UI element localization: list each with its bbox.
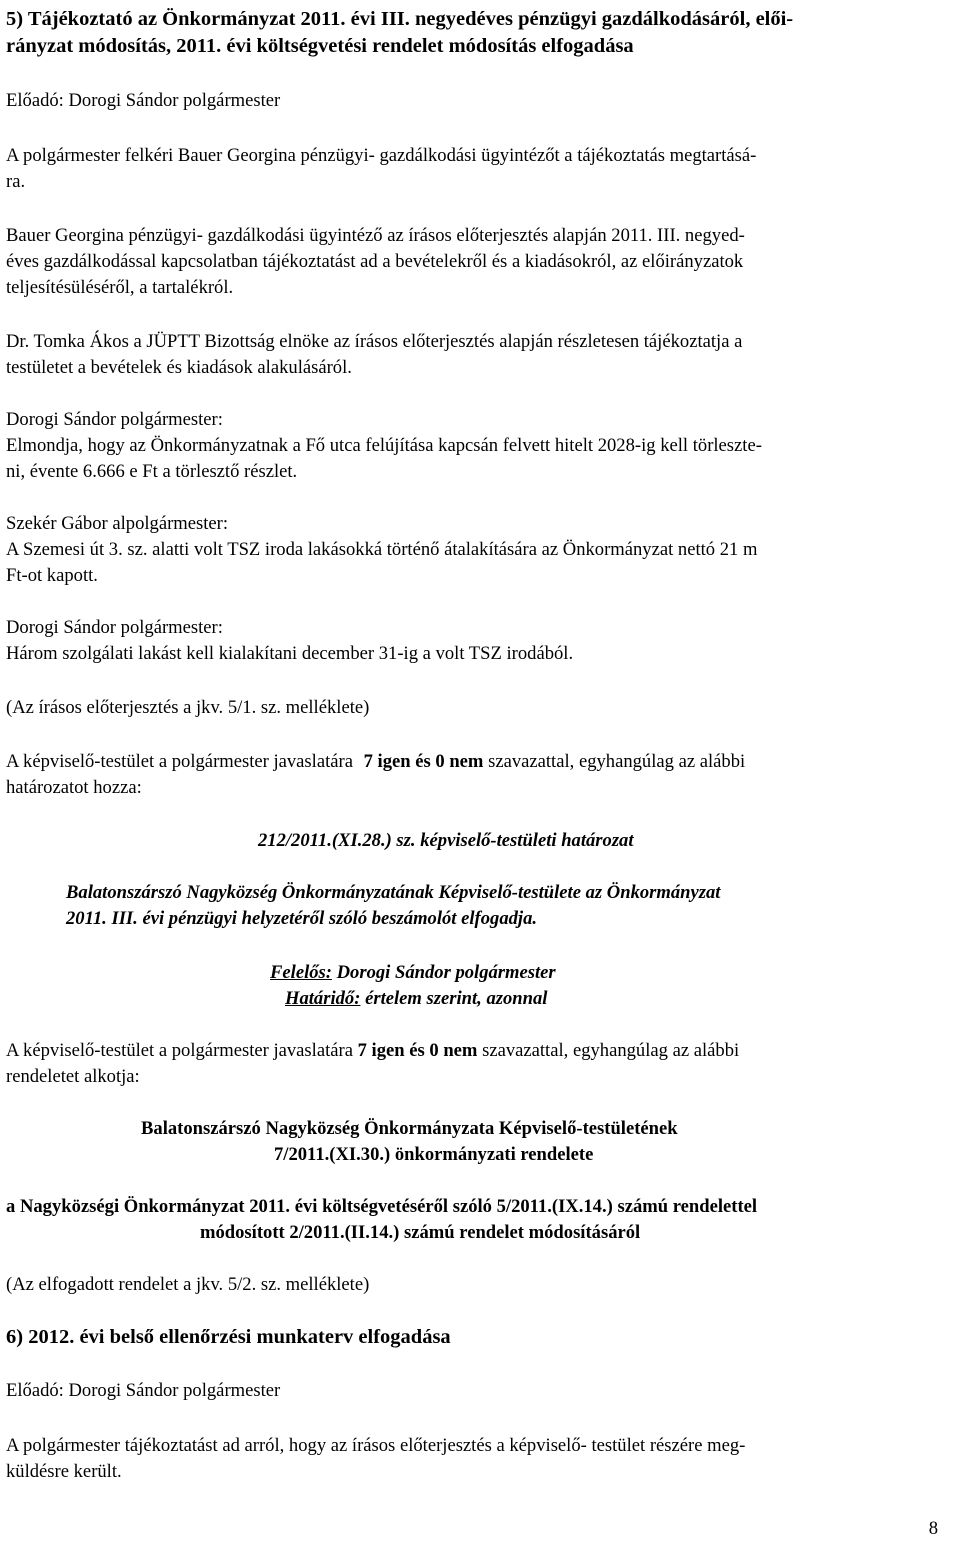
regulation-title-line1: a Nagyközségi Önkormányzat 2011. évi költségvetéséről szóló 5/2011.(IX.14.) számú rendelettel [6,1196,758,1217]
vote2-pre: A képviselő-testület a polgármester javaslatára [6,1040,353,1061]
vote1-count: 7 igen és 0 nem [363,751,484,772]
regulation-number: 7/2011.(XI.30.) [274,1144,391,1165]
vote1-pre: A képviselő-testület a polgármester javaslatára [6,751,353,772]
resolution-text-line2: 2011. III. évi pénzügyi helyzetéről szóló beszámolót elfogadja. [66,908,538,929]
resolution-type: képviselő-testületi határozat [420,830,634,851]
item5-title-line1: 5) Tájékoztató az Önkormányzat 2011. évi III. negyedéves pénzügyi gazdálkodásáról, elői- [6,8,794,30]
item6-title: 6) 2012. évi belső ellenőrzési munkaterv elfogadása [6,1326,451,1348]
vote2-line2: rendeletet alkotja: [6,1066,140,1087]
resolution-number: 212/2011.(XI.28.) sz. képviselő-testületi határozat [258,830,634,851]
annex1: (Az írásos előterjesztés a jkv. 5/1. sz. melléklete) [6,697,370,718]
regulation-heading-line2 [274,1142,593,1168]
item5-p2-line2: éves gazdálkodással kapcsolatban tájékoztatást ad a bevételekről és a kiadásokról, az előirányzatok [6,251,744,272]
speaker1-line2: ni, évente 6.666 e Ft a törlesztő részlet. [6,461,298,482]
speaker2-name: Szekér Gábor alpolgármester: [6,513,228,534]
item6-p1-line2: küldésre került. [6,1461,122,1482]
deadline-line [285,986,547,1012]
item5-title-line2: rányzat módosítás, 2011. évi költségvetési rendelet módosítás elfogadása [6,35,634,57]
speaker3-line1: Három szolgálati lakást kell kialakítani december 31-ig a volt TSZ irodából. [6,643,574,664]
responsible-value: Dorogi Sándor polgármester [336,962,556,983]
annex2: (Az elfogadott rendelet a jkv. 5/2. sz. melléklete) [6,1274,370,1295]
regulation-title-line2: módosított 2/2011.(II.14.) számú rendelet módosításáról [200,1222,641,1243]
regulation-heading-line1: Balatonszárszó Nagyközség Önkormányzata Képviselő-testületének [141,1118,678,1139]
speaker2-line2: Ft-ot kapott. [6,565,98,586]
vote1-line1 [6,749,745,775]
speaker1-name: Dorogi Sándor polgármester: [6,409,223,430]
resolution-text-line1: Balatonszárszó Nagyközség Önkormányzatának Képviselő-testülete az Önkormányzat [66,882,721,903]
item5-p2-line3: teljesítésüléséről, a tartalékról. [6,277,234,298]
item5-p3-line1: Dr. Tomka Ákos a JÜPTT Bizottság elnöke az írásos előterjesztés alapján részletesen tájékoztatja a [6,331,743,352]
speaker3-name: Dorogi Sándor polgármester: [6,617,223,638]
vote2-line1 [6,1038,739,1064]
vote2-post: szavazattal, egyhangúlag az alábbi [482,1040,740,1061]
item5-p2-line1: Bauer Georgina pénzügyi- gazdálkodási ügyintéző az írásos előterjesztés alapján 2011. III. negyed- [6,225,745,246]
vote2-count: 7 igen és 0 nem [357,1040,478,1061]
item6-presenter: Előadó: Dorogi Sándor polgármester [6,1380,281,1401]
item5-p1-line1: A polgármester felkéri Bauer Georgina pénzügyi- gazdálkodási ügyintézőt a tájékoztatás megtartásá- [6,145,757,166]
item5-p1-line2: ra. [6,171,26,192]
regulation-type: önkormányzati rendelete [394,1144,594,1165]
item6-p1-line1: A polgármester tájékoztatást ad arról, hogy az írásos előterjesztés a képviselő- testület részére meg- [6,1435,746,1456]
responsible-label: Felelős: [270,962,332,983]
item5-presenter: Előadó: Dorogi Sándor polgármester [6,90,281,111]
vote1-post: szavazattal, egyhangúlag az alábbi [488,751,746,772]
speaker2-line1: A Szemesi út 3. sz. alatti volt TSZ iroda lakásokká történő átalakítására az Önkormányzat nettó 21 m [6,539,758,560]
deadline-label: Határidő: [285,988,361,1009]
page-number: 8 [928,1518,938,1539]
item5-p3-line2: testületet a bevételek és kiadások alakulásáról. [6,357,352,378]
deadline-value: értelem szerint, azonnal [365,988,548,1009]
responsible-line [270,960,556,986]
vote1-line2: határozatot hozza: [6,777,142,798]
speaker1-line1: Elmondja, hogy az Önkormányzatnak a Fő utca felújítása kapcsán felvett hitelt 2028-ig kell törleszte- [6,435,762,456]
